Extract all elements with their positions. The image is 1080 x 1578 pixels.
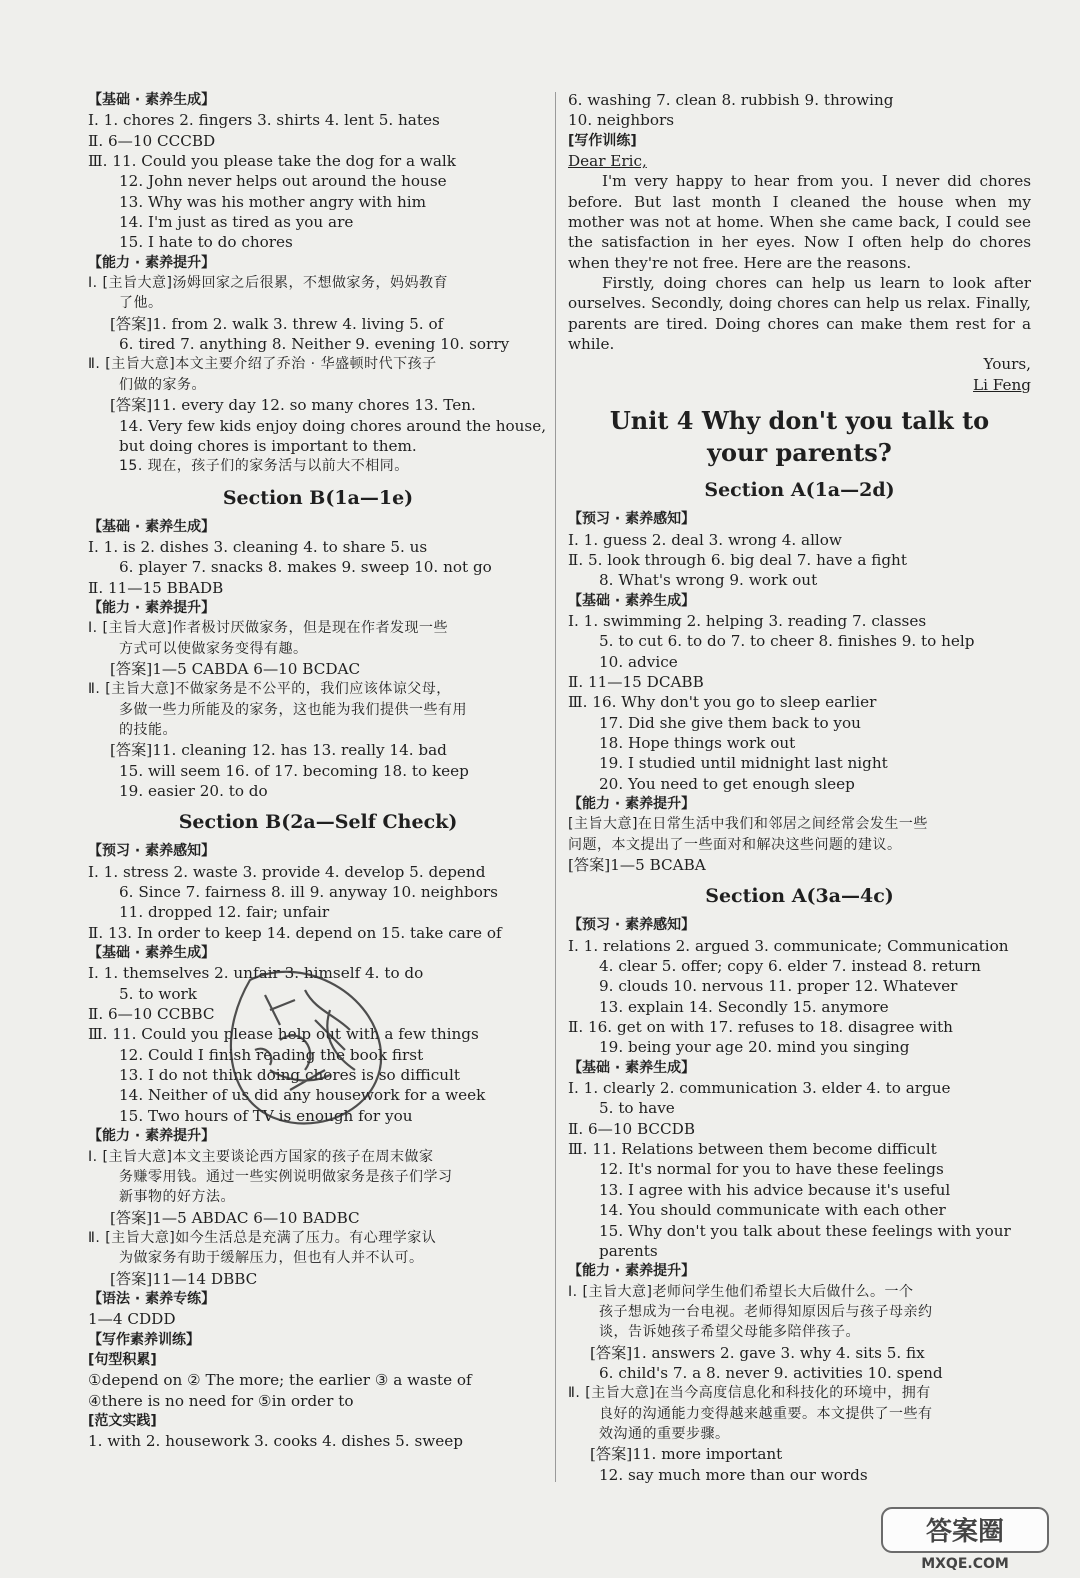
answer-line: 6. Since 7. fairness 8. ill 9. anyway 10. neighbors bbox=[119, 883, 498, 902]
main-idea-text: Ⅱ. [主旨大意]本文主要介绍了乔治 · 华盛顿时代下孩子 bbox=[88, 356, 437, 373]
answer-line: ④there is no need for ⑤in order to bbox=[88, 1391, 354, 1410]
main-idea-text: Ⅰ. [主旨大意]老师问学生他们希望长大后做什么。一个 bbox=[568, 1283, 914, 1300]
answer-line: Ⅱ. 5. look through 6. big deal 7. have a fight bbox=[568, 550, 907, 569]
right-column bbox=[568, 90, 1031, 1485]
column-divider bbox=[555, 92, 556, 1482]
answer-line: 12. say much more than our words bbox=[599, 1465, 868, 1484]
answer-line: 19. easier 20. to do bbox=[119, 782, 268, 800]
unit-title-line-2: your parents? bbox=[707, 438, 892, 468]
main-idea-text: 为做家务有助于缓解压力，但也有人并不认可。 bbox=[119, 1250, 424, 1267]
main-idea-text: 孩子想成为一台电视。老师得知原因后与孩子母亲约 bbox=[599, 1303, 933, 1320]
answer-line: 10. advice bbox=[599, 652, 678, 671]
main-idea-text: 务赚零用钱。通过一些实例说明做家务是孩子们学习 bbox=[119, 1168, 453, 1185]
section-tag: 【预习 · 素养感知】 bbox=[568, 917, 696, 934]
answer-line: 6. child's 7. a 8. never 9. activities 10. spend bbox=[599, 1363, 943, 1382]
section-tag: 【基础 · 素养生成】 bbox=[88, 92, 216, 108]
answer-line: Ⅱ. 6—10 CCBBC bbox=[88, 1005, 215, 1024]
answer-line: Ⅱ. 13. In order to keep 14. depend on 15. take care of bbox=[88, 923, 502, 942]
answer-line: Ⅲ. 11. Could you please help out with a few things bbox=[88, 1025, 479, 1044]
section-heading: Section B(2a—Self Check) bbox=[178, 811, 458, 834]
answer-line: 5. to work bbox=[119, 984, 197, 1003]
answer-line: 12. Could I finish reading the book first bbox=[119, 1045, 424, 1064]
answer-line: 4. clear 5. offer; copy 6. elder 7. instead 8. return bbox=[599, 957, 981, 976]
answer-line: Ⅰ. 1. stress 2. waste 3. provide 4. develop 5. depend bbox=[88, 862, 486, 881]
answer-line: 13. explain 14. Secondly 15. anymore bbox=[599, 997, 889, 1016]
right-column-rest bbox=[568, 475, 1031, 1485]
watermark-title: 答案圈 bbox=[925, 1517, 1005, 1547]
main-idea-text: 新事物的好方法。 bbox=[119, 1189, 235, 1206]
main-idea-text: Ⅱ. [主旨大意]如今生活总是充满了压力。有心理学家认 bbox=[88, 1229, 437, 1246]
section-tag: 【能力 · 素养提升】 bbox=[568, 795, 696, 812]
answer-line: Ⅲ. 11. Relations between them become difficult bbox=[568, 1140, 937, 1159]
watermark-url: MXQE.COM bbox=[921, 1556, 1009, 1572]
answer-line: 15. Why don't you talk about these feelings with your bbox=[599, 1221, 1011, 1240]
answer-line: 6. player 7. snacks 8. makes 9. sweep 10. not go bbox=[119, 558, 492, 577]
answer-line: Ⅱ. 11—15 BBADB bbox=[88, 578, 224, 597]
section-tag: 【预习 · 素养感知】 bbox=[88, 843, 216, 860]
answer-line: 11. dropped 12. fair; unfair bbox=[119, 903, 330, 922]
answer-line: 13. I do not think doing chores is so difficult bbox=[119, 1066, 460, 1085]
answer-line: but doing chores is important to them. bbox=[119, 436, 417, 455]
watermark bbox=[880, 1506, 1050, 1572]
section-heading: Section A(1a—2d) bbox=[704, 479, 895, 502]
main-idea-text: Ⅰ. [主旨大意]作者极讨厌做家务，但是现在作者发现一些 bbox=[88, 620, 448, 637]
answer-line: 6. washing 7. clean 8. rubbish 9. throwing bbox=[568, 91, 894, 109]
section-tag: 【能力 · 素养提升】 bbox=[88, 254, 216, 271]
section-tag: 【基础 · 素养生成】 bbox=[88, 518, 216, 535]
section-heading: Section B(1a—1e) bbox=[222, 486, 414, 509]
section-tag: 【能力 · 素养提升】 bbox=[568, 1263, 696, 1280]
main-idea-text: 问题，本文提出了一些面对和解决这些问题的建议。 bbox=[568, 836, 902, 853]
answer-line: Ⅰ. 1. clearly 2. communication 3. elder 4. to argue bbox=[568, 1079, 951, 1098]
answer-line: Ⅱ. 6—10 CCCBD bbox=[88, 131, 216, 150]
unit-title-line-1: Unit 4 Why don't you talk to bbox=[609, 406, 990, 436]
main-idea-text: 方式可以使做家务变得有趣。 bbox=[119, 640, 308, 657]
answer-line: 5. to have bbox=[599, 1099, 675, 1118]
main-idea-text: 的技能。 bbox=[119, 721, 177, 738]
letter-paragraph-1: I'm very happy to hear from you. I never did chores before. But last month I cleaned the house when my mother was not at home. When she came back, I could see the satisfaction in her eyes. Now I often help do chores when they're not free. Here are the reasons. bbox=[568, 172, 1031, 272]
answer-line: 12. John never helps out around the house bbox=[119, 172, 447, 191]
main-idea-text: [主旨大意]在日常生活中我们和邻居之间经常会发生一些 bbox=[568, 816, 928, 833]
answer-line: 15. I hate to do chores bbox=[119, 233, 293, 252]
answer-line: 17. Did she give them back to you bbox=[599, 713, 861, 732]
answer-line: 1—4 CDDD bbox=[88, 1310, 176, 1329]
answer-line: 20. You need to get enough sleep bbox=[599, 774, 855, 793]
answer-line: 13. I agree with his advice because it's useful bbox=[599, 1180, 951, 1199]
answer-line: [答案]11. every day 12. so many chores 13. Ten. bbox=[110, 396, 476, 415]
answer-line: 14. Very few kids enjoy doing chores around the house, bbox=[119, 416, 547, 435]
right-column-top bbox=[568, 90, 1031, 171]
answer-line: 15. 现在，孩子们的家务活与以前大不相同。 bbox=[119, 458, 409, 475]
main-idea-text: Ⅰ. [主旨大意]汤姆回家之后很累，不想做家务，妈妈教育 bbox=[88, 275, 448, 292]
answer-line: [答案]1—5 ABDAC 6—10 BADBC bbox=[110, 1208, 360, 1227]
answer-line: Ⅱ. 6—10 BCCDB bbox=[568, 1119, 696, 1138]
answer-line: 12. It's normal for you to have these feelings bbox=[599, 1160, 944, 1179]
main-idea-text: Ⅱ. [主旨大意]在当今高度信息化和科技化的环境中，拥有 bbox=[568, 1385, 931, 1402]
section-tag: 【基础 · 素养生成】 bbox=[568, 592, 696, 609]
answer-line: [答案]1. answers 2. gave 3. why 4. sits 5. fix bbox=[590, 1343, 925, 1362]
main-idea-text: 谈，告诉她孩子希望父母能多陪伴孩子。 bbox=[599, 1324, 860, 1341]
answer-line: 13. Why was his mother angry with him bbox=[119, 192, 427, 211]
main-idea-text: 了他。 bbox=[119, 295, 163, 312]
section-tag: 【基础 · 素养生成】 bbox=[568, 1059, 696, 1076]
main-idea-text: 良好的沟通能力变得越来越重要。本文提供了一些有 bbox=[599, 1405, 933, 1422]
letter-closing: Yours, bbox=[983, 355, 1031, 374]
section-tag: 【预习 · 素养感知】 bbox=[568, 511, 696, 528]
answer-line: [答案]11. cleaning 12. has 13. really 14. bad bbox=[110, 741, 447, 760]
letter-paragraph-2: Firstly, doing chores can help us learn to look after ourselves. Secondly, doing chores can help us relax. Finally, parents are tired. Doing chores can make them rest for a while. bbox=[568, 274, 1031, 354]
answer-line: 18. Hope things work out bbox=[599, 733, 796, 752]
answer-line: [答案]11. more important bbox=[590, 1445, 783, 1464]
answer-line: Ⅱ. 16. get on with 17. refuses to 18. disagree with bbox=[568, 1018, 953, 1037]
answer-line: [答案]1. from 2. walk 3. threw 4. living 5. of bbox=[110, 314, 444, 333]
section-tag: 【语法 · 素养专练】 bbox=[88, 1290, 216, 1307]
answer-line: 14. Neither of us did any housework for a week bbox=[119, 1086, 486, 1105]
answer-line: Ⅱ. 11—15 DCABB bbox=[568, 672, 704, 691]
answer-line: Ⅰ. 1. relations 2. argued 3. communicate; Communication bbox=[568, 936, 1009, 955]
section-tag: 【写作素养训练】 bbox=[88, 1331, 200, 1348]
unit-title bbox=[568, 405, 1031, 469]
section-tag: [句型积累] bbox=[88, 1351, 157, 1368]
answer-line: 5. to cut 6. to do 7. to cheer 8. finishes 9. to help bbox=[599, 632, 975, 651]
answer-line: [答案]1—5 BCABA bbox=[568, 856, 706, 874]
answer-line: [答案]11—14 DBBC bbox=[110, 1269, 258, 1288]
answer-line: 1. with 2. housework 3. cooks 4. dishes 5. sweep bbox=[88, 1432, 463, 1451]
answer-line: 14. You should communicate with each other bbox=[599, 1201, 946, 1220]
answer-line: Ⅰ. 1. guess 2. deal 3. wrong 4. allow bbox=[568, 530, 842, 549]
section-tag: [写作训练] bbox=[568, 132, 637, 149]
answer-line: 6. tired 7. anything 8. Neither 9. evening 10. sorry bbox=[119, 335, 510, 354]
main-idea-text: 多做一些力所能及的家务，这也能为我们提供一些有用 bbox=[119, 701, 467, 718]
letter-signature: Li Feng bbox=[973, 375, 1031, 394]
model-letter bbox=[568, 171, 1031, 395]
answer-line: Ⅲ. 16. Why don't you go to sleep earlier bbox=[568, 693, 877, 712]
answer-line: ①depend on ② The more; the earlier ③ a waste of bbox=[88, 1371, 472, 1390]
answer-line: 19. I studied until midnight last night bbox=[599, 754, 888, 773]
answer-line: Ⅰ. 1. chores 2. fingers 3. shirts 4. lent 5. hates bbox=[88, 111, 440, 130]
answer-line: [答案]1—5 CABDA 6—10 BCDAC bbox=[110, 659, 361, 678]
section-tag: 【能力 · 素养提升】 bbox=[88, 599, 216, 616]
main-idea-text: 们做的家务。 bbox=[119, 376, 206, 393]
section-tag: 【能力 · 素养提升】 bbox=[88, 1128, 216, 1145]
letter-greeting: Dear Eric, bbox=[568, 152, 647, 171]
answer-line: Ⅰ. 1. swimming 2. helping 3. reading 7. classes bbox=[568, 611, 927, 630]
answer-line: 8. What's wrong 9. work out bbox=[599, 571, 818, 590]
watermark-logo bbox=[880, 1506, 1050, 1572]
answer-line: 14. I'm just as tired as you are bbox=[119, 213, 354, 232]
main-idea-text: Ⅰ. [主旨大意]本文主要谈论西方国家的孩子在周末做家 bbox=[88, 1148, 434, 1165]
answer-line: 15. will seem 16. of 17. becoming 18. to keep bbox=[119, 761, 469, 780]
answer-line: 9. clouds 10. nervous 11. proper 12. Whatever bbox=[599, 977, 958, 996]
answer-line: 10. neighbors bbox=[568, 111, 675, 130]
answer-line: 15. Two hours of TV is enough for you bbox=[119, 1106, 413, 1125]
section-heading: Section A(3a—4c) bbox=[705, 885, 894, 908]
answer-line: Ⅰ. 1. is 2. dishes 3. cleaning 4. to share 5. us bbox=[88, 537, 428, 556]
answer-line: Ⅲ. 11. Could you please take the dog for a walk bbox=[88, 152, 456, 171]
main-idea-text: 效沟通的重要步骤。 bbox=[599, 1425, 730, 1442]
answer-line: 19. being your age 20. mind you singing bbox=[599, 1038, 910, 1057]
section-tag: 【基础 · 素养生成】 bbox=[88, 945, 216, 962]
answer-line: parents bbox=[599, 1241, 658, 1260]
answer-line: Ⅰ. 1. themselves 2. unfair 3. himself 4. to do bbox=[88, 964, 424, 983]
left-column bbox=[88, 90, 548, 1452]
main-idea-text: Ⅱ. [主旨大意]不做家务是不公平的，我们应该体谅父母， bbox=[88, 681, 451, 698]
section-tag: [范文实践] bbox=[88, 1412, 157, 1429]
